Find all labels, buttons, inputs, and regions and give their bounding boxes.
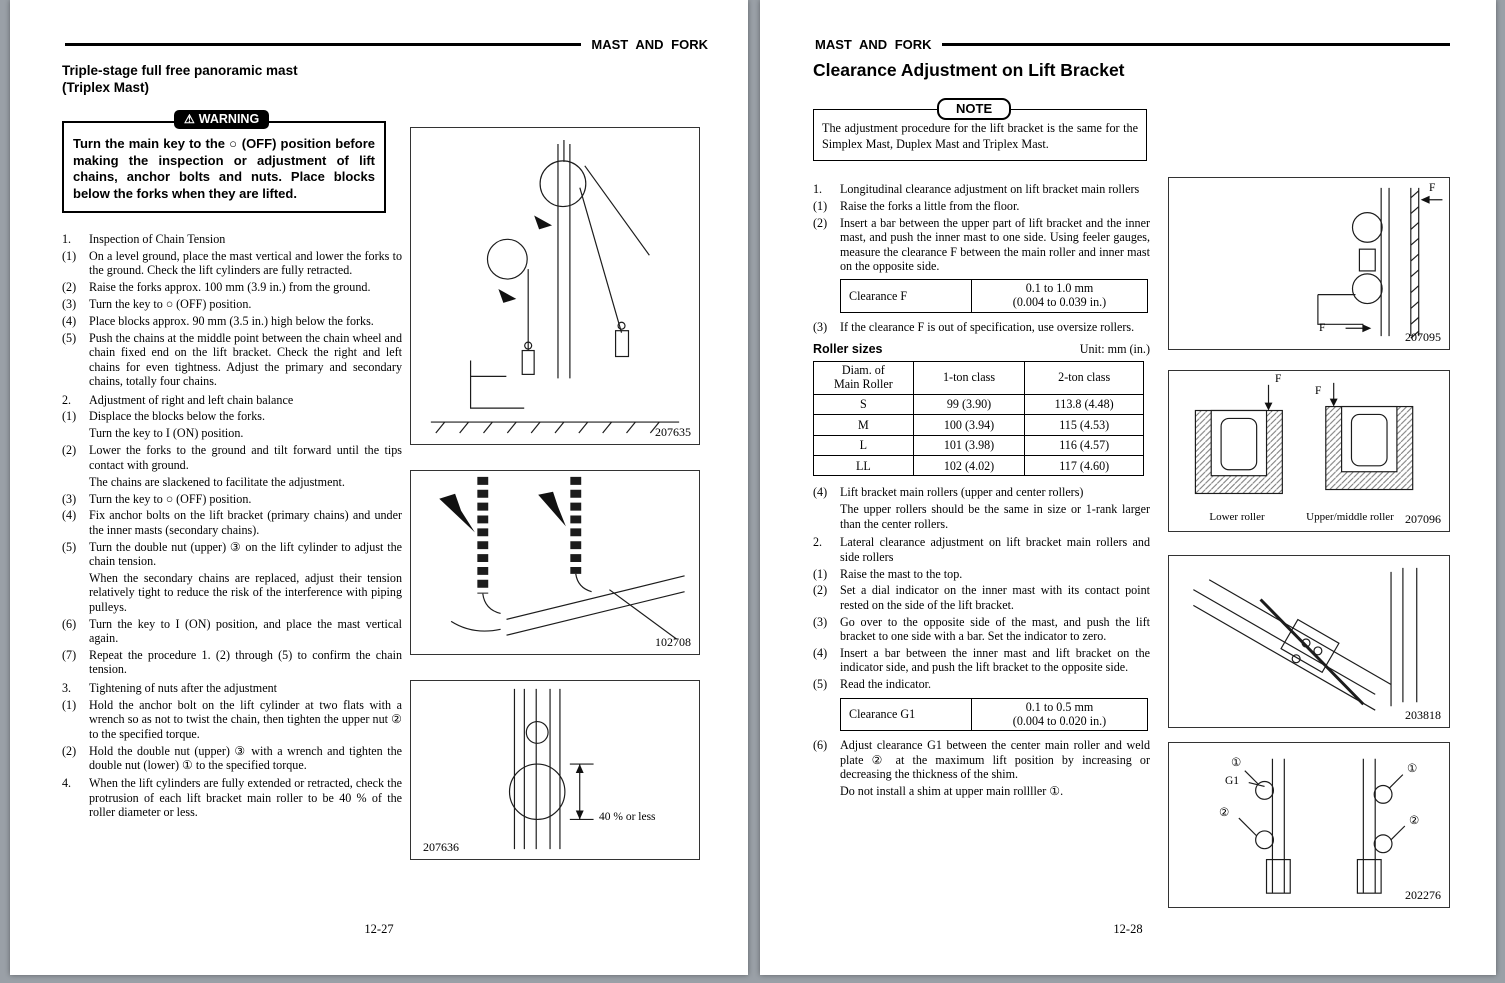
callout-circle1-right: ① — [1407, 763, 1418, 775]
step-text: If the clearance F is out of specification, use oversize rollers. — [840, 320, 1135, 335]
clearance-g1-table — [840, 698, 1148, 732]
caption-lower-roller: Lower roller — [1209, 511, 1265, 523]
step-text: Set a dial indicator on the inner mast with its contact point rested on the side of the lift bracket. — [840, 583, 1150, 612]
figure-longitudinal-clearance — [1168, 177, 1450, 350]
step-text: Place blocks approx. 90 mm (3.5 in.) high below the forks. — [89, 314, 374, 329]
cell: 100 (3.94) — [913, 415, 1025, 435]
procedure-step — [813, 615, 1150, 644]
cell: 117 (4.60) — [1025, 456, 1144, 476]
step-marker — [813, 784, 840, 798]
procedure-step — [813, 182, 1150, 196]
figure-number: 203818 — [1405, 708, 1441, 722]
col-header-diam-line2: Main Roller — [833, 376, 893, 391]
figure-lateral-adjustment — [1168, 555, 1450, 728]
figure-number: 207636 — [423, 840, 459, 854]
procedure-step — [62, 648, 402, 677]
procedure-step — [62, 331, 402, 389]
warning-icon: ⚠ — [184, 112, 195, 126]
procedure-step — [62, 409, 402, 423]
step-text: Raise the forks approx. 100 mm (3.9 in.) from the ground. — [89, 280, 371, 295]
step-marker: (4) — [62, 314, 77, 329]
step-marker: (5) — [62, 539, 77, 554]
procedure-step — [62, 776, 402, 819]
page-title: Clearance Adjustment on Lift Bracket — [813, 60, 1125, 80]
procedure-step — [62, 443, 402, 472]
step-marker — [62, 475, 89, 489]
step-marker: (2) — [62, 743, 77, 758]
procedure-step — [813, 677, 1150, 691]
step-marker: 2. — [62, 392, 72, 407]
figure-number: 207095 — [1405, 330, 1441, 344]
procedure-step — [813, 646, 1150, 675]
step-text: Inspection of Chain Tension — [89, 232, 226, 246]
note-label: NOTE — [937, 98, 1011, 120]
step-marker: (5) — [813, 677, 828, 692]
procedure-step — [62, 508, 402, 537]
procedure-step — [62, 571, 402, 614]
step-text: Insert a bar between the inner mast and lift bracket on the indicator side, and push the lift bracket to the opposite side. — [840, 646, 1150, 675]
cell: LL — [814, 456, 914, 476]
step-text: On a level ground, place the mast vertical and lower the forks to the ground. Check the lift cylinders are fully retracted. — [89, 248, 402, 278]
table-row — [814, 456, 1144, 476]
cell: M — [814, 415, 914, 435]
warning-label — [174, 110, 269, 129]
figure-number: 202276 — [1405, 888, 1441, 902]
header-rule — [942, 43, 1450, 46]
step-text: Turn the key to ○ (OFF) position. — [89, 491, 252, 506]
step-marker: (2) — [813, 215, 828, 230]
step-text: When the lift cylinders are fully extended or retracted, check the protrusion of each lift bracket main roller to be 40 % of the roller diameter or less. — [89, 776, 402, 820]
figure-shim-adjustment — [1168, 742, 1450, 908]
clearance-f-value — [972, 280, 1148, 313]
table-row — [841, 698, 1148, 731]
step-text: Push the chains at the middle point between the chain wheel and chain fixed end on the lift bracket. Check the right and left chains for even tightness. Adjust the primary and secondary chains, totally four chains. — [89, 330, 402, 389]
dimension-note: 40 % or less — [599, 811, 656, 823]
procedure-step — [62, 232, 402, 246]
step-marker: (6) — [62, 616, 77, 631]
section-title-line2: (Triplex Mast) — [62, 80, 150, 95]
procedure-step — [813, 535, 1150, 564]
page-left — [10, 0, 748, 975]
col-header-diam — [814, 361, 914, 394]
step-marker: (3) — [813, 320, 828, 335]
step-marker: (4) — [62, 508, 77, 523]
step-text: Go over to the opposite side of the mast, and push the lift bracket to one side with a bar. Set the indicator to zero. — [840, 614, 1150, 644]
step-marker: (6) — [813, 738, 828, 753]
note-box — [813, 98, 1147, 161]
step-text: When the secondary chains are replaced, adjust their tension relatively tight to reduce the risk of the interference with piping pulleys. — [89, 571, 402, 614]
callout-circle2-left: ② — [1219, 807, 1230, 819]
step-marker: (1) — [813, 198, 828, 213]
clearance-g1-value — [972, 698, 1148, 731]
callout-circle2-right: ② — [1409, 815, 1420, 827]
step-text: Raise the mast to the top. — [840, 566, 963, 581]
lateral-adjustment-diagram — [1169, 556, 1449, 727]
procedure-step — [62, 617, 402, 646]
procedure-step — [62, 698, 402, 741]
step-text: The chains are slackened to facilitate the adjustment. — [89, 474, 345, 489]
header-title: MAST AND FORK — [815, 37, 932, 52]
step-text: Turn the key to I (ON) position. — [89, 426, 244, 441]
procedure-step — [62, 393, 402, 407]
procedure-step — [62, 744, 402, 773]
procedure-list-b — [813, 320, 1150, 334]
roller-sections-diagram — [1169, 371, 1449, 531]
clearance-g1-value-in: (0.004 to 0.020 in.) — [1012, 713, 1107, 728]
step-marker: 1. — [62, 232, 72, 246]
procedure-step — [813, 320, 1150, 334]
roller-sizes-title: Roller sizes — [813, 342, 883, 357]
step-text: Fix anchor bolts on the lift bracket (primary chains) and under the inner masts (secondary chains). — [89, 508, 402, 537]
table-row — [814, 394, 1144, 414]
step-text: Raise the forks a little from the floor. — [840, 198, 1020, 213]
procedure-step — [62, 297, 402, 311]
procedure-list-d — [813, 738, 1150, 798]
step-marker: (3) — [813, 614, 828, 629]
step-text: Adjustment of right and left chain balance — [89, 392, 294, 407]
page-right — [760, 0, 1496, 975]
procedure-step — [62, 492, 402, 506]
caption-upper-middle-roller: Upper/middle roller — [1306, 511, 1394, 523]
note-text: The adjustment procedure for the lift bracket is the same for the Simplex Mast, Duplex Mast and Triplex Mast. — [813, 109, 1147, 161]
procedure-step — [813, 784, 1150, 798]
step-marker: 1. — [813, 182, 823, 196]
step-text: Hold the double nut (upper) ③ with a wrench and tighten the double nut (lower) ① to the specified torque. — [89, 743, 402, 772]
step-text: Repeat the procedure 1. (2) through (5) to confirm the chain tension. — [89, 648, 402, 677]
cell: 115 (4.53) — [1025, 415, 1144, 435]
step-text: Tightening of nuts after the adjustment — [89, 680, 277, 695]
step-text: Hold the anchor bolt on the lift cylinder at two flats with a wrench so as not to twist the chain, then tighten the upper nut ② to the specified torque. — [89, 697, 402, 741]
step-marker: (7) — [62, 648, 77, 663]
page-header-right — [815, 37, 1450, 52]
step-text: Longitudinal clearance adjustment on lift bracket main rollers — [840, 182, 1140, 196]
step-text: Lateral clearance adjustment on lift bracket main rollers and side rollers — [840, 535, 1150, 564]
step-marker: (3) — [62, 297, 77, 312]
step-text: Insert a bar between the upper part of lift bracket and the inner mast, and push the inner mast to one side. Using feeler gauges, measure the clearance F between the main roller and inner mast on the opposite side. — [840, 215, 1150, 274]
step-marker: (5) — [62, 330, 77, 345]
step-marker: 2. — [813, 535, 823, 550]
page-number: 12-28 — [1113, 922, 1143, 936]
step-marker: (1) — [62, 697, 77, 712]
clearance-g1-value-mm: 0.1 to 0.5 mm — [1025, 699, 1094, 714]
warning-label-text: WARNING — [198, 112, 260, 126]
mast-diagram — [411, 128, 699, 444]
figure-chain-adjustment — [410, 470, 700, 655]
procedure-step — [62, 280, 402, 294]
cell: 101 (3.98) — [913, 435, 1025, 455]
roller-sizes-unit: Unit: mm (in.) — [1079, 342, 1150, 357]
step-text: Displace the blocks below the forks. — [89, 409, 265, 424]
step-text: Turn the key to I (ON) position, and place the mast vertical again. — [89, 616, 402, 646]
procedure-step — [62, 540, 402, 569]
procedure-step — [813, 738, 1150, 781]
step-marker: 3. — [62, 680, 72, 695]
warning-box — [62, 110, 386, 213]
roller-protrusion-diagram — [411, 681, 699, 859]
step-marker: (2) — [62, 443, 77, 458]
procedure-step — [813, 485, 1150, 499]
procedure-step — [813, 567, 1150, 581]
step-marker: (1) — [62, 248, 77, 263]
step-marker — [62, 426, 89, 440]
col-header-diam-line1: Diam. of — [841, 363, 885, 378]
clearance-g1-label: Clearance G1 — [841, 698, 972, 731]
callout-circle1-left: ① — [1231, 757, 1242, 769]
figure-roller-sections — [1168, 370, 1450, 532]
step-text: Turn the double nut (upper) ③ on the lift cylinder to adjust the chain tension. — [89, 539, 402, 569]
roller-sizes-heading — [813, 342, 1150, 356]
step-text: Do not install a shim at upper main rollller ①. — [840, 784, 1064, 799]
dimension-label-g1: G1 — [1225, 775, 1240, 787]
cell: L — [814, 435, 914, 455]
procedure-list — [62, 228, 402, 822]
col-header-2ton: 2-ton class — [1025, 361, 1144, 394]
dimension-label-f-top: F — [1429, 182, 1436, 194]
figure-number: 207635 — [655, 425, 691, 439]
step-marker — [813, 502, 840, 531]
dimension-label-f-left: F — [1275, 373, 1282, 385]
procedure-step — [813, 502, 1150, 531]
page-number: 12-27 — [364, 922, 394, 936]
step-text: The upper rollers should be the same in size or 1-rank larger than the center rollers. — [840, 502, 1150, 531]
section-title-line1: Triple-stage full free panoramic mast — [62, 63, 298, 78]
procedure-step — [62, 314, 402, 328]
figure-mast-side-view — [410, 127, 700, 445]
step-marker: (4) — [813, 485, 828, 500]
figure-number: 102708 — [655, 635, 691, 649]
chains-diagram — [411, 471, 699, 654]
procedure-step — [813, 199, 1150, 213]
procedure-step — [813, 583, 1150, 612]
step-text: Turn the key to ○ (OFF) position. — [89, 297, 252, 312]
procedure-step — [62, 475, 402, 489]
clearance-f-diagram — [1169, 178, 1449, 349]
procedure-list-a — [813, 182, 1150, 273]
table-row — [814, 435, 1144, 455]
procedure-step — [813, 216, 1150, 274]
procedure-step — [62, 249, 402, 278]
step-marker: (3) — [62, 491, 77, 506]
cell: S — [814, 394, 914, 414]
dimension-label-f-bottom: F — [1319, 322, 1326, 334]
step-text: Lift bracket main rollers (upper and center rollers) — [840, 485, 1084, 500]
table-row — [814, 415, 1144, 435]
figure-roller-protrusion — [410, 680, 700, 860]
header-title: MAST AND FORK — [591, 37, 708, 52]
cell: 116 (4.57) — [1025, 435, 1144, 455]
procedure-step — [62, 681, 402, 695]
dimension-label-f-right: F — [1315, 385, 1322, 397]
clearance-f-value-mm: 0.1 to 1.0 mm — [1025, 281, 1094, 296]
col-header-1ton: 1-ton class — [913, 361, 1025, 394]
step-marker: (2) — [813, 583, 828, 598]
step-marker: 4. — [62, 776, 72, 791]
step-marker: (2) — [62, 280, 77, 295]
clearance-f-label: Clearance F — [841, 280, 972, 313]
roller-sizes-table — [813, 361, 1144, 477]
procedure-list-c — [813, 485, 1150, 691]
page-header-left — [65, 37, 708, 52]
step-text: Lower the forks to the ground and tilt forward until the tips contact with ground. — [89, 443, 402, 472]
step-marker — [62, 571, 89, 614]
step-text: Adjust clearance G1 between the center main roller and weld plate ② at the maximum lift position by increasing or decreasing the thickness of the shim. — [840, 738, 1150, 782]
procedure-step — [62, 426, 402, 440]
warning-text: Turn the main key to the ○ (OFF) position before making the inspection or adjustment of lift chains, anchor bolts and nuts. Place blocks below the forks when they are lifted. — [62, 121, 386, 213]
header-rule — [65, 43, 581, 46]
step-text: Read the indicator. — [840, 677, 932, 692]
step-marker: (1) — [813, 566, 828, 581]
cell: 102 (4.02) — [913, 456, 1025, 476]
clearance-f-table — [840, 279, 1148, 313]
clearance-f-value-in: (0.004 to 0.039 in.) — [1012, 295, 1107, 310]
figure-number: 207096 — [1405, 512, 1441, 526]
table-row — [841, 280, 1148, 313]
procedure-column — [813, 178, 1150, 801]
table-header-row — [814, 361, 1144, 394]
step-marker: (4) — [813, 646, 828, 661]
cell: 113.8 (4.48) — [1025, 394, 1144, 414]
cell: 99 (3.90) — [913, 394, 1025, 414]
section-title — [62, 62, 298, 96]
step-marker: (1) — [62, 409, 77, 424]
